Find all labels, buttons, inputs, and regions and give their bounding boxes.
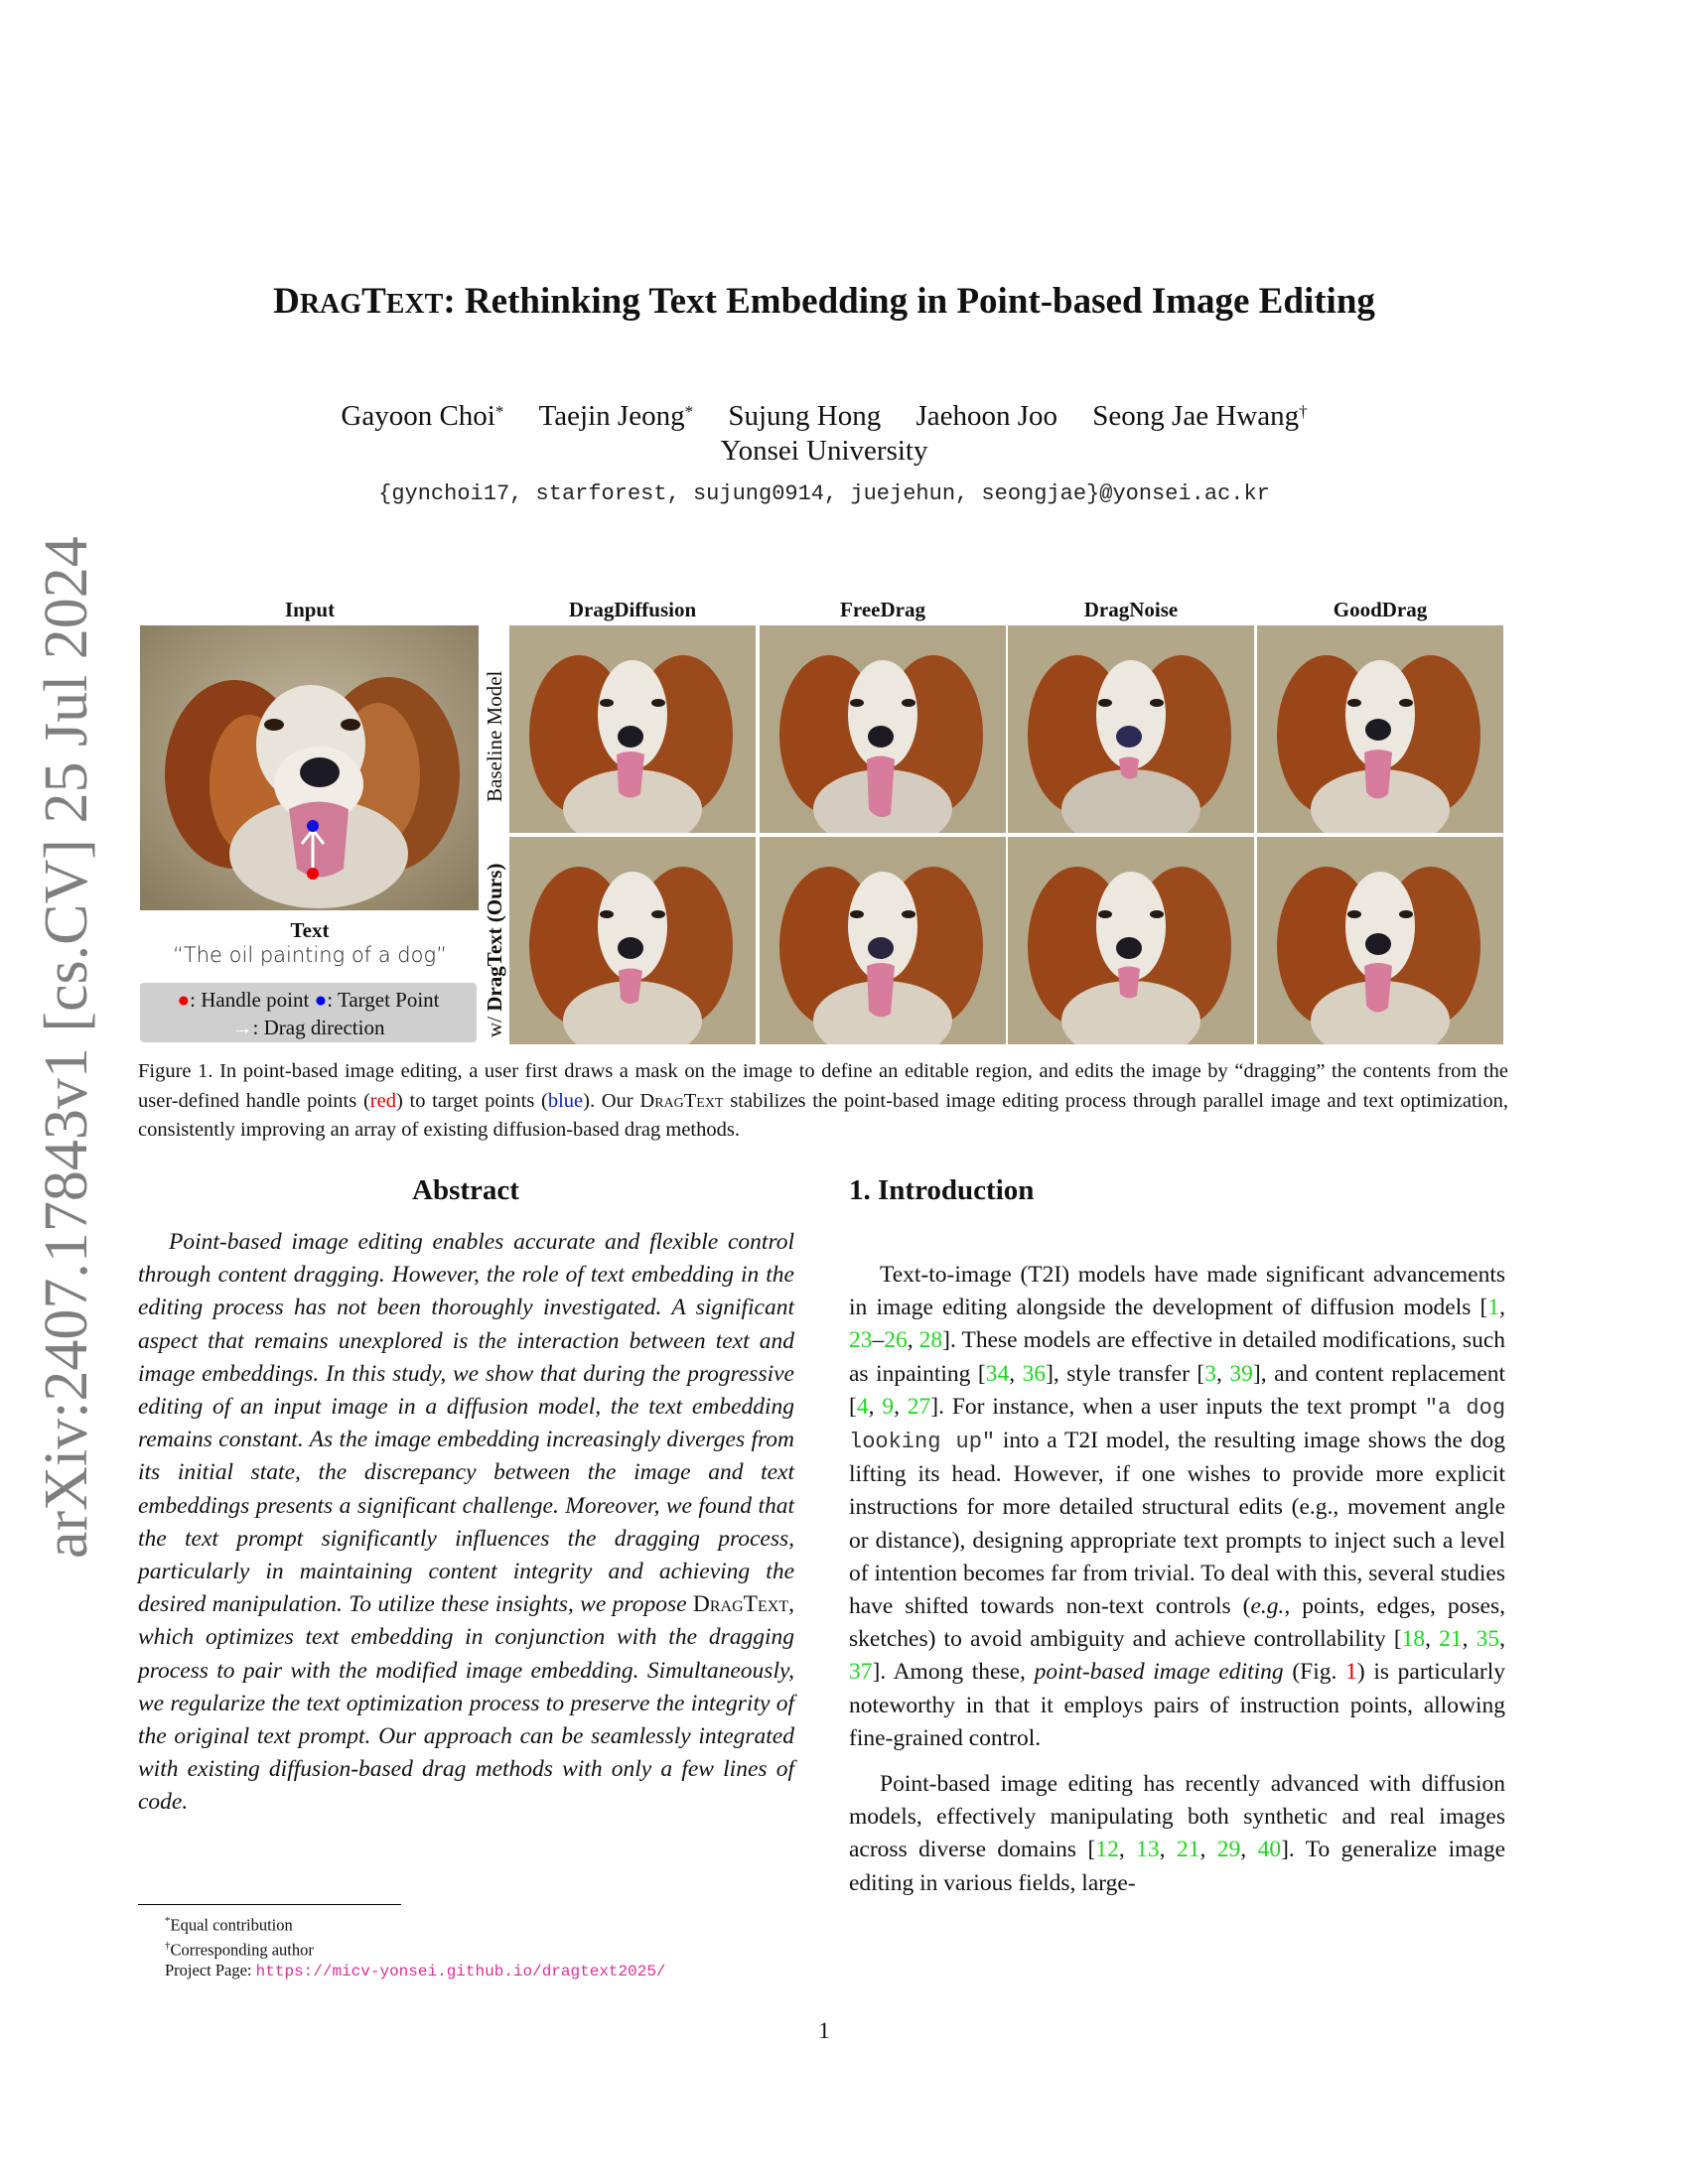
dog-painting-graphic xyxy=(760,625,1006,833)
footnote-text: Project Page: xyxy=(165,1961,256,1979)
title-brand-t: T xyxy=(361,281,386,322)
legend-row-direction xyxy=(140,1014,477,1041)
result-gooddrag-ours xyxy=(1257,837,1503,1044)
citation-link[interactable]: 23 xyxy=(849,1327,873,1354)
intro-text: , xyxy=(1199,1837,1217,1863)
result-dragnoise-ours xyxy=(1008,837,1254,1044)
drag-arrow-icon: → xyxy=(231,1016,253,1039)
citation-link[interactable]: 18 xyxy=(1401,1626,1426,1653)
abstract-paragraph xyxy=(138,1226,794,1820)
legend-handle-label: : Handle point xyxy=(190,988,315,1012)
abstract-heading: Abstract xyxy=(412,1174,519,1206)
paper-title xyxy=(0,280,1648,323)
title-brand-d: D xyxy=(273,281,300,322)
title-brand-ext: EXT xyxy=(385,289,444,320)
author-mark: * xyxy=(684,402,694,421)
citation-link[interactable]: 21 xyxy=(1176,1837,1200,1863)
intro-text: ]. These models are effective in detailed modifications, such as inpainting [ xyxy=(849,1327,1505,1387)
caption-brand: DragText xyxy=(639,1089,724,1112)
arxiv-stamp: arXiv:2407.17843v1 [cs.CV] 25 Jul 2024 xyxy=(33,536,100,1559)
result-freedrag-baseline xyxy=(760,625,1006,833)
footnote-mark: * xyxy=(165,1915,171,1927)
footnotes xyxy=(138,1911,666,1982)
intro-text: , xyxy=(1499,1295,1505,1321)
author-name: Gayoon Choi xyxy=(341,400,495,432)
figure-column-header: FreeDrag xyxy=(840,598,925,621)
author-mark: † xyxy=(1299,402,1308,421)
text-prompt: “The oil painting of a dog” xyxy=(173,943,447,967)
intro-text: ], and content replacement [ xyxy=(849,1360,1505,1420)
dog-painting-graphic xyxy=(1008,625,1254,833)
author xyxy=(341,400,503,432)
author-emails: {gynchoi17, starforest, sujung0914, juejehun, seongjae}@yonsei.ac.kr xyxy=(378,481,1270,506)
abstract-text: , which optimizes text embedding in conjunction with the dragging process to pair with the modified image embedding. Simultaneously, we regularize the text optimization process to preserve the integrity of the original text prompt. Our approach can be seamlessly integrated with existing diffusion-based drag methods with only a few lines of code. xyxy=(138,1591,794,1816)
footnote-mark: † xyxy=(165,1939,171,1952)
intro-text: – xyxy=(872,1327,885,1354)
author xyxy=(1092,400,1307,432)
citation-link[interactable]: 39 xyxy=(1229,1360,1253,1387)
intro-emphasis: point-based image editing xyxy=(1034,1659,1284,1686)
legend-row-points xyxy=(140,986,477,1014)
abstract-text: Point-based image editing enables accurate and flexible control through content dragging. However, the role of text embedding in the editing process has not been thoroughly investigated. A significant aspect that remains unexplored is the interaction between text and image embeddings. In this study, we show that during the progressive editing of an input image in a diffusion model, the text embedding remains constant. As the image embedding increasingly diverges from its initial state, the discrepancy between the image and text embeddings presents a significant challenge. Moreover, we found that the text prompt significantly influences the dragging process, particularly in maintaining content integrity and achieving the desired manipulation. To utilize these insights, we propose xyxy=(138,1229,794,1618)
legend-target-label: : Target Point xyxy=(327,988,440,1012)
caption-blue-word: blue xyxy=(547,1089,584,1112)
title-rest: : Rethinking Text Embedding in Point-based Image Editing xyxy=(443,281,1375,322)
intro-text: , xyxy=(1216,1360,1230,1387)
intro-text: ]. For instance, when a user inputs the text prompt xyxy=(930,1393,1425,1420)
dog-painting-graphic xyxy=(760,837,1006,1044)
figure-column-header: DragNoise xyxy=(1083,598,1179,621)
author-list xyxy=(0,397,1648,435)
author-name: Taejin Jeong xyxy=(538,400,685,432)
row-label-prefix: w/ xyxy=(483,1011,506,1037)
target-point-icon: ● xyxy=(314,988,328,1012)
title-brand-rag: RAG xyxy=(299,289,362,320)
citation-link[interactable]: 26 xyxy=(884,1327,908,1354)
caption-text: ). Our xyxy=(583,1089,640,1112)
author-name: Seong Jae Hwang xyxy=(1092,400,1300,432)
footnote-text: Corresponding author xyxy=(170,1940,314,1959)
legend-direction-label: : Drag direction xyxy=(252,1016,385,1039)
intro-text: , xyxy=(1118,1837,1137,1863)
result-gooddrag-baseline xyxy=(1257,625,1503,833)
citation-link[interactable]: 1 xyxy=(1487,1295,1500,1321)
citation-link[interactable]: 4 xyxy=(856,1393,869,1420)
figure-legend xyxy=(140,983,477,1042)
intro-text: ], style transfer [ xyxy=(1046,1360,1205,1387)
intro-text: , xyxy=(907,1327,919,1354)
row-label-ours-text: DragText (Ours) xyxy=(483,863,506,1012)
intro-paragraph-1 xyxy=(849,1259,1505,1755)
intro-text: Point-based image editing has recently advanced with diffusion models, effectively manipulating both synthetic and real images across diverse domains [ xyxy=(849,1771,1505,1863)
intro-text: , xyxy=(1240,1837,1258,1863)
citation-link[interactable]: 40 xyxy=(1257,1837,1282,1863)
intro-text: , xyxy=(1462,1626,1477,1653)
caption-text: ) to target points ( xyxy=(395,1089,548,1112)
intro-text: , xyxy=(1499,1626,1506,1653)
intro-text: , xyxy=(1425,1626,1440,1653)
text-prompt-label: Text xyxy=(290,918,330,942)
figure-caption xyxy=(138,1057,1508,1146)
citation-link[interactable]: 9 xyxy=(882,1393,895,1420)
figure-column-header: GoodDrag xyxy=(1333,598,1428,621)
citation-link[interactable]: 36 xyxy=(1022,1360,1047,1387)
abstract-body xyxy=(138,1226,794,1820)
result-dragnoise-baseline xyxy=(1008,625,1254,833)
dog-painting-graphic xyxy=(1257,625,1503,833)
author-mark: * xyxy=(494,402,504,421)
footnote-corresponding xyxy=(138,1936,666,1961)
figure-ref-link[interactable]: 1 xyxy=(1345,1659,1357,1686)
dog-painting-graphic xyxy=(1008,837,1254,1044)
caption-red-word: red xyxy=(369,1089,396,1112)
citation-link[interactable]: 28 xyxy=(918,1327,943,1354)
intro-paragraph-2 xyxy=(849,1768,1505,1900)
result-dragdiffusion-ours xyxy=(509,837,756,1044)
dog-painting-graphic xyxy=(509,837,756,1044)
page-number: 1 xyxy=(818,2018,830,2043)
figure-input-label: Input xyxy=(284,598,336,621)
author-name: Jaehoon Joo xyxy=(915,400,1058,432)
introduction-body xyxy=(849,1259,1505,1913)
citation-link[interactable]: 21 xyxy=(1439,1626,1463,1653)
caption-label: Figure 1. xyxy=(138,1060,213,1082)
caption-text: stabilizes the point-based image editing process through parallel image and text optimization, consistently improving an array of existing diffusion-based drag methods. xyxy=(138,1089,1508,1141)
intro-text: into a T2I model, the resulting image shows the dog lifting its head. However, if one wishes to provide more explicit instructions for more detailed structural edits (e.g., movement angle or distance), designing appropriate text prompts to inject such a level of intention becomes far from trivial. To deal with this, several studies have shifted towards non-text controls ( xyxy=(849,1428,1505,1620)
row-label-ours xyxy=(483,864,507,1037)
result-freedrag-ours xyxy=(760,837,1006,1044)
citation-link[interactable]: 27 xyxy=(907,1393,931,1420)
dog-painting-graphic xyxy=(1257,837,1503,1044)
intro-text: , xyxy=(1009,1360,1023,1387)
intro-text: , xyxy=(868,1393,883,1420)
citation-link[interactable]: 13 xyxy=(1136,1837,1160,1863)
example-prompt: "a dog looking up" xyxy=(849,1395,1506,1455)
introduction-heading: 1. Introduction xyxy=(849,1174,1035,1206)
footnote-rule xyxy=(138,1904,401,1905)
intro-text: , xyxy=(894,1393,908,1420)
intro-text: , xyxy=(1159,1837,1177,1863)
dog-painting-graphic xyxy=(509,625,756,833)
intro-text: ) is particularly noteworthy in that it employs pairs of instruction points, allowing fine-grained control. xyxy=(849,1659,1505,1751)
result-dragdiffusion-baseline xyxy=(509,625,756,833)
author-name: Sujung Hong xyxy=(728,400,882,432)
footnote-equal xyxy=(138,1911,666,1936)
figure-column-header: DragDiffusion xyxy=(568,598,697,621)
citation-link[interactable]: 3 xyxy=(1204,1360,1216,1387)
affiliation: Yonsei University xyxy=(720,435,928,467)
citation-link[interactable]: 35 xyxy=(1476,1626,1500,1653)
input-dog-painting xyxy=(140,625,479,910)
author xyxy=(539,400,693,432)
citation-link[interactable]: 29 xyxy=(1216,1837,1241,1863)
abstract-brand: DragText xyxy=(692,1591,789,1618)
intro-text: ]. To generalize image editing in various fields, large- xyxy=(849,1837,1506,1896)
row-label-baseline: Baseline Model xyxy=(483,670,506,802)
dog-painting-graphic xyxy=(140,625,479,910)
intro-text: e.g. xyxy=(1250,1593,1285,1620)
citation-link[interactable]: 12 xyxy=(1095,1837,1119,1863)
author xyxy=(728,400,881,432)
footnote-text: Equal contribution xyxy=(170,1915,293,1935)
intro-text: ]. Among these, xyxy=(872,1659,1035,1686)
author xyxy=(915,400,1057,432)
intro-text: , points, edges, poses, sketches) to avoid ambiguity and achieve controllability [ xyxy=(849,1593,1505,1653)
intro-text: Text-to-image (T2I) models have made significant advancements in image editing alongside the development of diffusion models [ xyxy=(849,1262,1505,1321)
citation-link[interactable]: 37 xyxy=(849,1659,873,1686)
project-page-link[interactable]: https://micv-yonsei.github.io/dragtext2025/ xyxy=(255,1963,666,1980)
intro-text: (Fig. xyxy=(1283,1659,1346,1686)
caption-text: In point-based image editing, a user first draws a mask on the image to define an editable region, and edits the image by “dragging” the contents from the user-defined handle points ( xyxy=(138,1060,1508,1112)
citation-link[interactable]: 34 xyxy=(985,1360,1010,1387)
handle-point-icon: ● xyxy=(177,988,191,1012)
footnote-project xyxy=(138,1960,666,1982)
